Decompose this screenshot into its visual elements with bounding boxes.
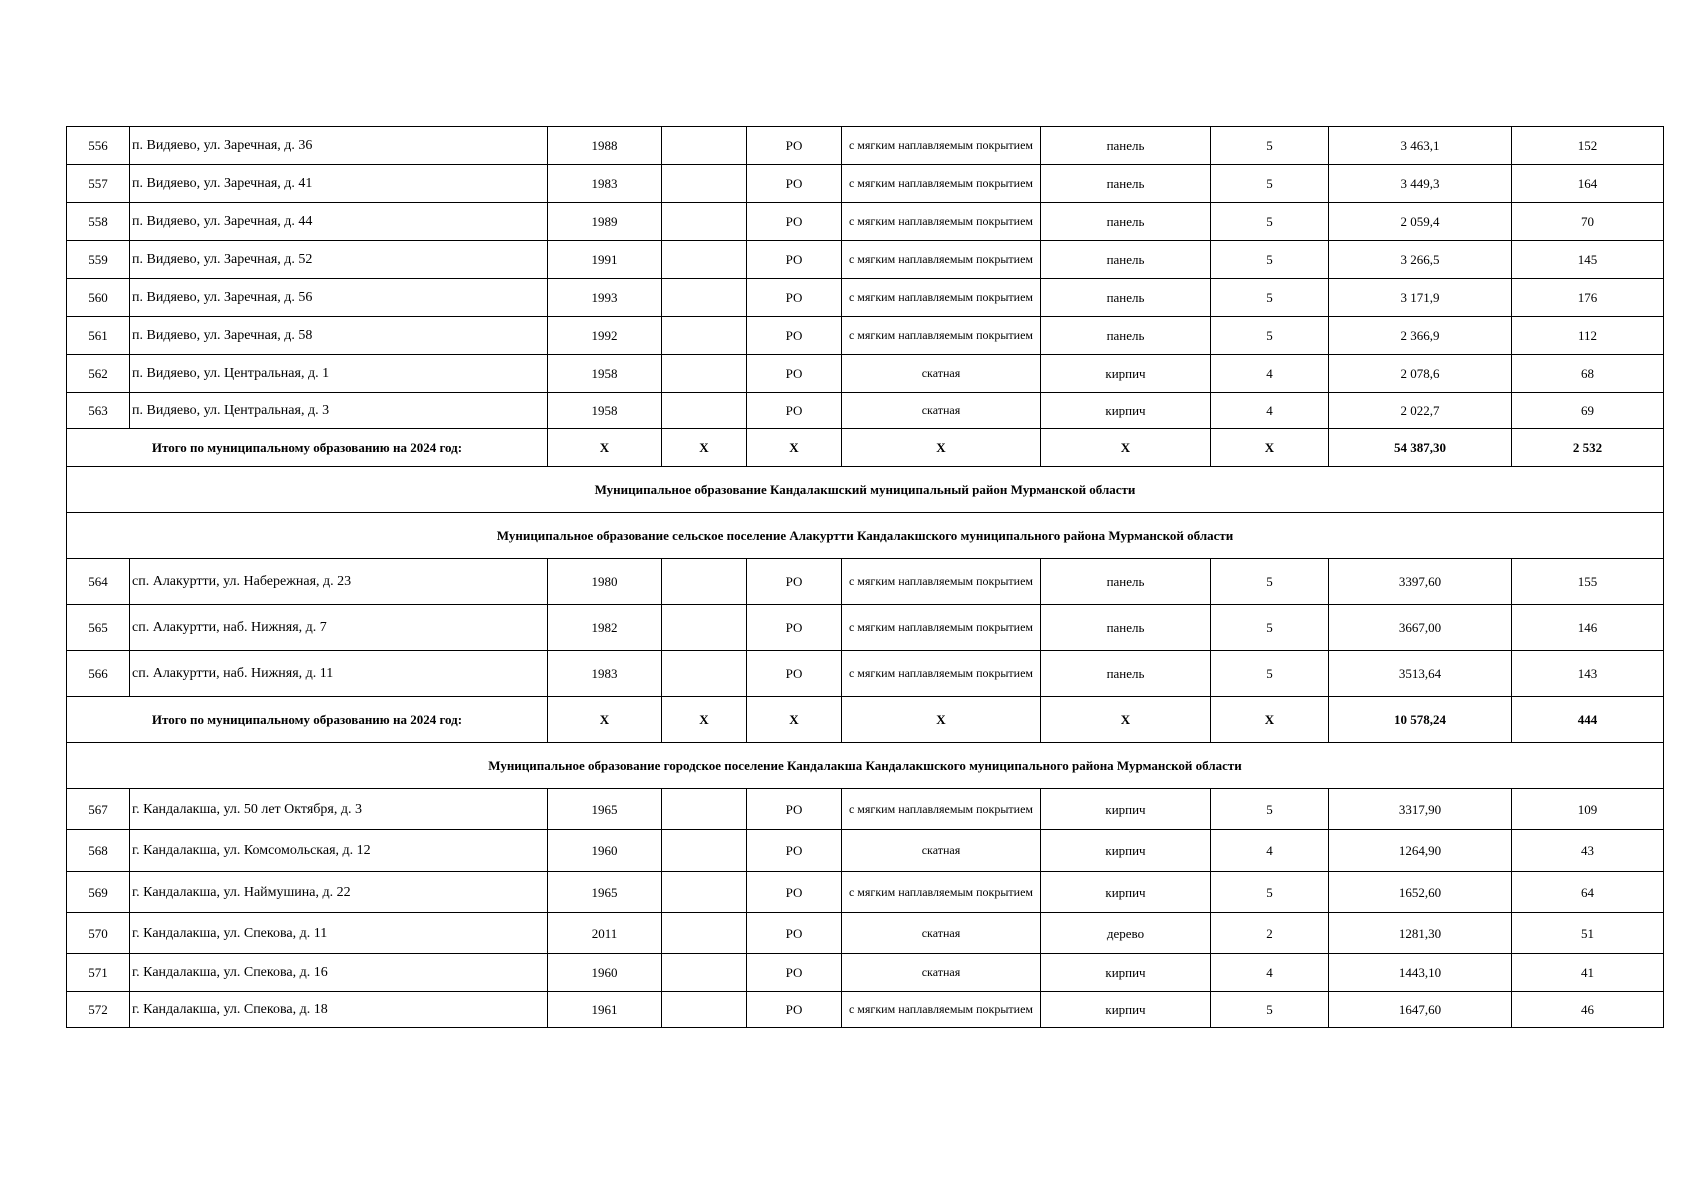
row-roof: скатная <box>842 913 1041 954</box>
row-area: 2 078,6 <box>1329 355 1512 393</box>
row-area: 1647,60 <box>1329 992 1512 1028</box>
row-flats: 152 <box>1512 127 1664 165</box>
row-flats: 46 <box>1512 992 1664 1028</box>
row-walls: дерево <box>1041 913 1211 954</box>
row-col4 <box>662 279 747 317</box>
row-address: г. Кандалакша, ул. Комсомольская, д. 12 <box>130 830 548 872</box>
total-flats: 2 532 <box>1512 429 1664 467</box>
row-flats: 41 <box>1512 954 1664 992</box>
total-x-cell: X <box>662 429 747 467</box>
row-col4 <box>662 393 747 429</box>
row-address: п. Видяево, ул. Заречная, д. 41 <box>130 165 548 203</box>
row-walls: панель <box>1041 279 1211 317</box>
row-number: 565 <box>67 605 130 651</box>
section-heading-alakurtti: Муниципальное образование сельское поселение Алакуртти Кандалакшского муниципального района Мурманской области <box>67 513 1664 559</box>
row-year: 1965 <box>548 872 662 913</box>
table-row <box>67 872 1664 913</box>
row-flats: 68 <box>1512 355 1664 393</box>
row-floors: 5 <box>1211 559 1329 605</box>
row-number: 572 <box>67 992 130 1028</box>
section-row-kandalaksha <box>67 743 1664 789</box>
row-roof: с мягким наплавляемым покрытием <box>842 651 1041 697</box>
row-floors: 2 <box>1211 913 1329 954</box>
row-year: 1983 <box>548 651 662 697</box>
row-col4 <box>662 830 747 872</box>
row-floors: 5 <box>1211 203 1329 241</box>
row-walls: панель <box>1041 317 1211 355</box>
row-floors: 4 <box>1211 954 1329 992</box>
row-area: 3397,60 <box>1329 559 1512 605</box>
row-roof: скатная <box>842 954 1041 992</box>
total-x-cell: X <box>662 697 747 743</box>
total-x-cell: X <box>1041 697 1211 743</box>
row-floors: 5 <box>1211 872 1329 913</box>
row-type: РО <box>747 992 842 1028</box>
row-col4 <box>662 992 747 1028</box>
row-area: 3513,64 <box>1329 651 1512 697</box>
table-row <box>67 651 1664 697</box>
row-roof: с мягким наплавляемым покрытием <box>842 279 1041 317</box>
row-address: п. Видяево, ул. Заречная, д. 58 <box>130 317 548 355</box>
row-number: 556 <box>67 127 130 165</box>
row-year: 1993 <box>548 279 662 317</box>
total-area: 54 387,30 <box>1329 429 1512 467</box>
table-row <box>67 355 1664 393</box>
row-type: РО <box>747 127 842 165</box>
row-year: 1991 <box>548 241 662 279</box>
row-address: п. Видяево, ул. Центральная, д. 1 <box>130 355 548 393</box>
row-roof: с мягким наплавляемым покрытием <box>842 559 1041 605</box>
row-walls: панель <box>1041 165 1211 203</box>
total-x-cell: X <box>1211 697 1329 743</box>
table-row <box>67 830 1664 872</box>
total-x-cell: X <box>548 429 662 467</box>
row-floors: 5 <box>1211 279 1329 317</box>
section-row-alakurtti <box>67 513 1664 559</box>
row-address: сп. Алакуртти, наб. Нижняя, д. 11 <box>130 651 548 697</box>
row-floors: 5 <box>1211 789 1329 830</box>
row-address: п. Видяево, ул. Центральная, д. 3 <box>130 393 548 429</box>
table-row <box>67 559 1664 605</box>
row-col4 <box>662 241 747 279</box>
total-row-alakurtti <box>67 697 1664 743</box>
row-roof: с мягким наплавляемым покрытием <box>842 605 1041 651</box>
row-roof: с мягким наплавляемым покрытием <box>842 203 1041 241</box>
row-col4 <box>662 913 747 954</box>
row-number: 558 <box>67 203 130 241</box>
row-floors: 4 <box>1211 830 1329 872</box>
row-year: 1992 <box>548 317 662 355</box>
row-walls: кирпич <box>1041 872 1211 913</box>
row-area: 3 171,9 <box>1329 279 1512 317</box>
row-year: 1958 <box>548 393 662 429</box>
table-row <box>67 913 1664 954</box>
row-roof: с мягким наплавляемым покрытием <box>842 789 1041 830</box>
table-row <box>67 992 1664 1028</box>
row-year: 1983 <box>548 165 662 203</box>
row-walls: кирпич <box>1041 355 1211 393</box>
row-floors: 5 <box>1211 992 1329 1028</box>
row-floors: 4 <box>1211 393 1329 429</box>
total-x-cell: X <box>1041 429 1211 467</box>
row-year: 1961 <box>548 992 662 1028</box>
row-flats: 146 <box>1512 605 1664 651</box>
row-type: РО <box>747 913 842 954</box>
row-address: г. Кандалакша, ул. Спекова, д. 18 <box>130 992 548 1028</box>
row-address: г. Кандалакша, ул. Спекова, д. 11 <box>130 913 548 954</box>
row-number: 567 <box>67 789 130 830</box>
table-row <box>67 203 1664 241</box>
row-number: 562 <box>67 355 130 393</box>
row-area: 2 366,9 <box>1329 317 1512 355</box>
total-label: Итого по муниципальному образованию на 2024 год: <box>67 697 548 743</box>
row-roof: с мягким наплавляемым покрытием <box>842 317 1041 355</box>
row-number: 564 <box>67 559 130 605</box>
row-year: 1958 <box>548 355 662 393</box>
row-roof: скатная <box>842 355 1041 393</box>
row-walls: панель <box>1041 651 1211 697</box>
total-x-cell: X <box>747 429 842 467</box>
row-address: п. Видяево, ул. Заречная, д. 52 <box>130 241 548 279</box>
row-type: РО <box>747 279 842 317</box>
table-body <box>67 127 1664 1028</box>
row-area: 3 449,3 <box>1329 165 1512 203</box>
row-flats: 69 <box>1512 393 1664 429</box>
section-heading-district: Муниципальное образование Кандалакшский муниципальный район Мурманской области <box>67 467 1664 513</box>
row-flats: 112 <box>1512 317 1664 355</box>
table-row <box>67 241 1664 279</box>
row-number: 561 <box>67 317 130 355</box>
table-row <box>67 127 1664 165</box>
row-floors: 5 <box>1211 605 1329 651</box>
row-floors: 5 <box>1211 165 1329 203</box>
row-floors: 5 <box>1211 317 1329 355</box>
row-floors: 5 <box>1211 651 1329 697</box>
table-row <box>67 789 1664 830</box>
table-row <box>67 954 1664 992</box>
row-year: 2011 <box>548 913 662 954</box>
row-number: 569 <box>67 872 130 913</box>
row-type: РО <box>747 789 842 830</box>
row-number: 557 <box>67 165 130 203</box>
row-type: РО <box>747 317 842 355</box>
row-flats: 164 <box>1512 165 1664 203</box>
total-x-cell: X <box>548 697 662 743</box>
row-roof: скатная <box>842 393 1041 429</box>
row-walls: кирпич <box>1041 830 1211 872</box>
row-col4 <box>662 651 747 697</box>
row-floors: 5 <box>1211 127 1329 165</box>
total-x-cell: X <box>842 697 1041 743</box>
table-row <box>67 165 1664 203</box>
row-roof: с мягким наплавляемым покрытием <box>842 127 1041 165</box>
row-number: 560 <box>67 279 130 317</box>
row-number: 566 <box>67 651 130 697</box>
row-year: 1989 <box>548 203 662 241</box>
section-heading-kandalaksha: Муниципальное образование городское поселение Кандалакша Кандалакшского муниципального района Мурманской области <box>67 743 1664 789</box>
row-flats: 155 <box>1512 559 1664 605</box>
row-area: 1443,10 <box>1329 954 1512 992</box>
row-year: 1982 <box>548 605 662 651</box>
row-roof: с мягким наплавляемым покрытием <box>842 241 1041 279</box>
table-row <box>67 317 1664 355</box>
row-walls: кирпич <box>1041 954 1211 992</box>
row-year: 1980 <box>548 559 662 605</box>
row-type: РО <box>747 241 842 279</box>
row-flats: 43 <box>1512 830 1664 872</box>
row-address: г. Кандалакша, ул. 50 лет Октября, д. 3 <box>130 789 548 830</box>
row-number: 568 <box>67 830 130 872</box>
row-address: п. Видяево, ул. Заречная, д. 56 <box>130 279 548 317</box>
total-x-cell: X <box>1211 429 1329 467</box>
housing-register-table <box>66 126 1664 1028</box>
row-flats: 143 <box>1512 651 1664 697</box>
row-flats: 109 <box>1512 789 1664 830</box>
row-year: 1960 <box>548 954 662 992</box>
row-col4 <box>662 317 747 355</box>
total-label: Итого по муниципальному образованию на 2024 год: <box>67 429 548 467</box>
row-walls: панель <box>1041 203 1211 241</box>
row-walls: кирпич <box>1041 393 1211 429</box>
row-area: 3667,00 <box>1329 605 1512 651</box>
row-walls: панель <box>1041 605 1211 651</box>
row-flats: 176 <box>1512 279 1664 317</box>
row-roof: скатная <box>842 830 1041 872</box>
row-type: РО <box>747 393 842 429</box>
row-col4 <box>662 355 747 393</box>
total-row-videyevo <box>67 429 1664 467</box>
row-flats: 70 <box>1512 203 1664 241</box>
row-col4 <box>662 559 747 605</box>
row-roof: с мягким наплавляемым покрытием <box>842 872 1041 913</box>
row-year: 1965 <box>548 789 662 830</box>
row-address: г. Кандалакша, ул. Спекова, д. 16 <box>130 954 548 992</box>
row-area: 3 266,5 <box>1329 241 1512 279</box>
row-area: 3 463,1 <box>1329 127 1512 165</box>
row-col4 <box>662 789 747 830</box>
row-area: 1652,60 <box>1329 872 1512 913</box>
row-col4 <box>662 872 747 913</box>
row-number: 570 <box>67 913 130 954</box>
row-type: РО <box>747 203 842 241</box>
row-area: 2 059,4 <box>1329 203 1512 241</box>
row-type: РО <box>747 651 842 697</box>
row-year: 1988 <box>548 127 662 165</box>
row-number: 559 <box>67 241 130 279</box>
row-col4 <box>662 605 747 651</box>
table-row <box>67 393 1664 429</box>
row-col4 <box>662 203 747 241</box>
row-col4 <box>662 954 747 992</box>
row-walls: панель <box>1041 241 1211 279</box>
table-row <box>67 279 1664 317</box>
row-col4 <box>662 165 747 203</box>
row-type: РО <box>747 954 842 992</box>
table-row <box>67 605 1664 651</box>
row-year: 1960 <box>548 830 662 872</box>
row-type: РО <box>747 872 842 913</box>
row-walls: кирпич <box>1041 992 1211 1028</box>
row-number: 563 <box>67 393 130 429</box>
row-area: 2 022,7 <box>1329 393 1512 429</box>
row-walls: панель <box>1041 127 1211 165</box>
total-x-cell: X <box>842 429 1041 467</box>
row-walls: кирпич <box>1041 789 1211 830</box>
row-address: п. Видяево, ул. Заречная, д. 44 <box>130 203 548 241</box>
total-area: 10 578,24 <box>1329 697 1512 743</box>
row-address: г. Кандалакша, ул. Наймушина, д. 22 <box>130 872 548 913</box>
row-area: 3317,90 <box>1329 789 1512 830</box>
row-area: 1281,30 <box>1329 913 1512 954</box>
row-address: сп. Алакуртти, наб. Нижняя, д. 7 <box>130 605 548 651</box>
row-flats: 51 <box>1512 913 1664 954</box>
row-flats: 145 <box>1512 241 1664 279</box>
row-type: РО <box>747 830 842 872</box>
section-row-district <box>67 467 1664 513</box>
row-roof: с мягким наплавляемым покрытием <box>842 165 1041 203</box>
row-address: п. Видяево, ул. Заречная, д. 36 <box>130 127 548 165</box>
row-floors: 5 <box>1211 241 1329 279</box>
row-address: сп. Алакуртти, ул. Набережная, д. 23 <box>130 559 548 605</box>
row-area: 1264,90 <box>1329 830 1512 872</box>
row-type: РО <box>747 605 842 651</box>
row-floors: 4 <box>1211 355 1329 393</box>
total-flats: 444 <box>1512 697 1664 743</box>
row-roof: с мягким наплавляемым покрытием <box>842 992 1041 1028</box>
row-col4 <box>662 127 747 165</box>
row-flats: 64 <box>1512 872 1664 913</box>
row-type: РО <box>747 165 842 203</box>
row-walls: панель <box>1041 559 1211 605</box>
row-type: РО <box>747 559 842 605</box>
total-x-cell: X <box>747 697 842 743</box>
row-number: 571 <box>67 954 130 992</box>
row-type: РО <box>747 355 842 393</box>
